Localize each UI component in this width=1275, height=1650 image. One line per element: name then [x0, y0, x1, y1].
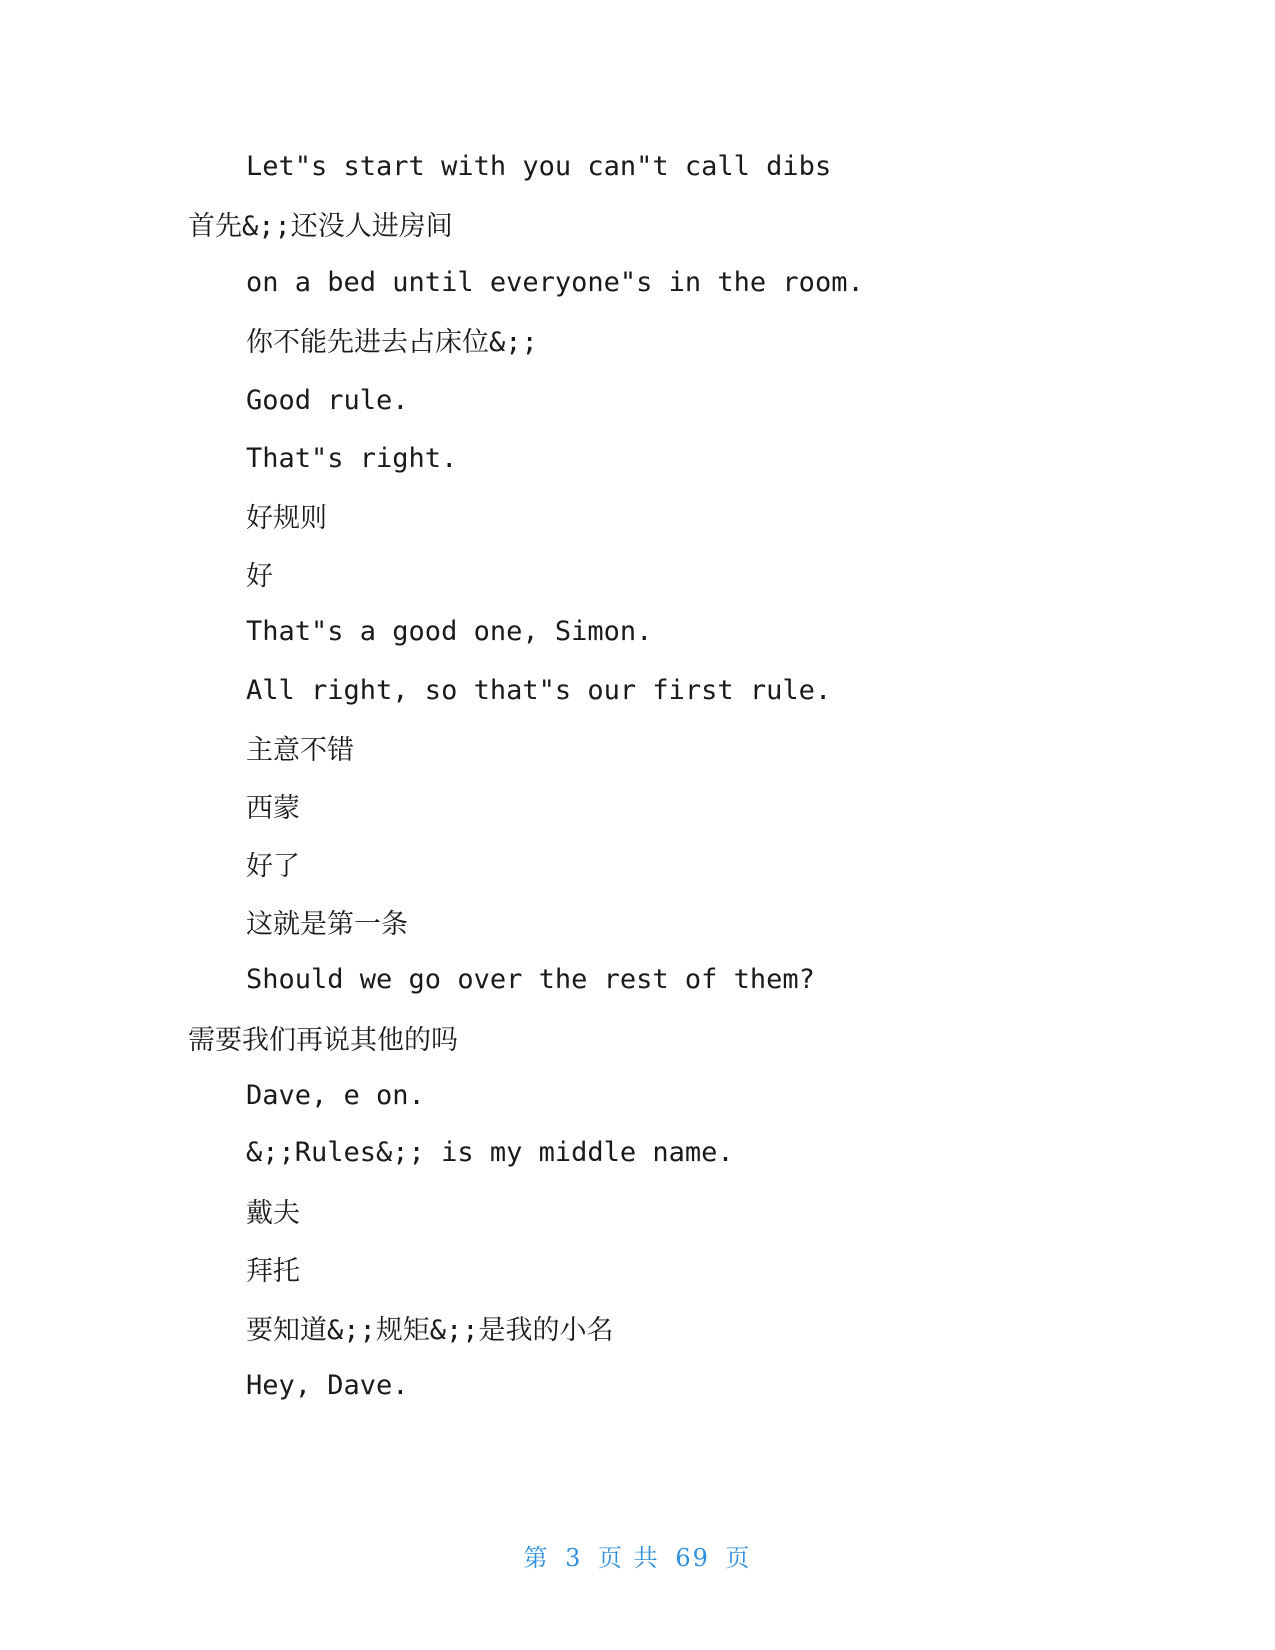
text-line: Should we go over the rest of them?: [246, 964, 815, 995]
text-line: Dave, e on.: [246, 1080, 425, 1111]
text-line: 好规则: [246, 503, 327, 534]
text-line: Hey, Dave.: [246, 1370, 409, 1401]
text-line: 首先&;;还没人进房间: [188, 211, 453, 242]
text-line: Let"s start with you can"t call dibs: [246, 151, 832, 182]
text-line: 主意不错: [246, 735, 354, 766]
text-line: 拜托: [246, 1256, 300, 1287]
text-line: 西蒙: [246, 793, 300, 824]
footer-prefix: 第: [523, 1544, 550, 1572]
text-line: 需要我们再说其他的吗: [188, 1025, 458, 1056]
text-line: 要知道&;;规矩&;;是我的小名: [246, 1315, 614, 1346]
text-line: That"s a good one, Simon.: [246, 616, 653, 647]
text-line: Good rule.: [246, 385, 409, 416]
current-page-number: 3: [565, 1544, 583, 1572]
text-line: 好: [246, 561, 273, 592]
text-line: 好了: [246, 851, 300, 882]
footer-suffix: 页: [725, 1544, 752, 1572]
text-line: &;;Rules&;; is my middle name.: [246, 1137, 734, 1168]
text-line: That"s right.: [246, 443, 458, 474]
text-line: 你不能先进去占床位&;;: [246, 327, 538, 358]
text-line: All right, so that"s our first rule.: [246, 675, 832, 706]
footer-middle: 页 共: [598, 1544, 660, 1572]
text-line: on a bed until everyone"s in the room.: [246, 267, 864, 298]
page-footer: [0, 1543, 1275, 1573]
text-line: 戴夫: [246, 1198, 300, 1229]
total-page-count: 69: [675, 1544, 710, 1572]
text-line: 这就是第一条: [246, 909, 408, 940]
